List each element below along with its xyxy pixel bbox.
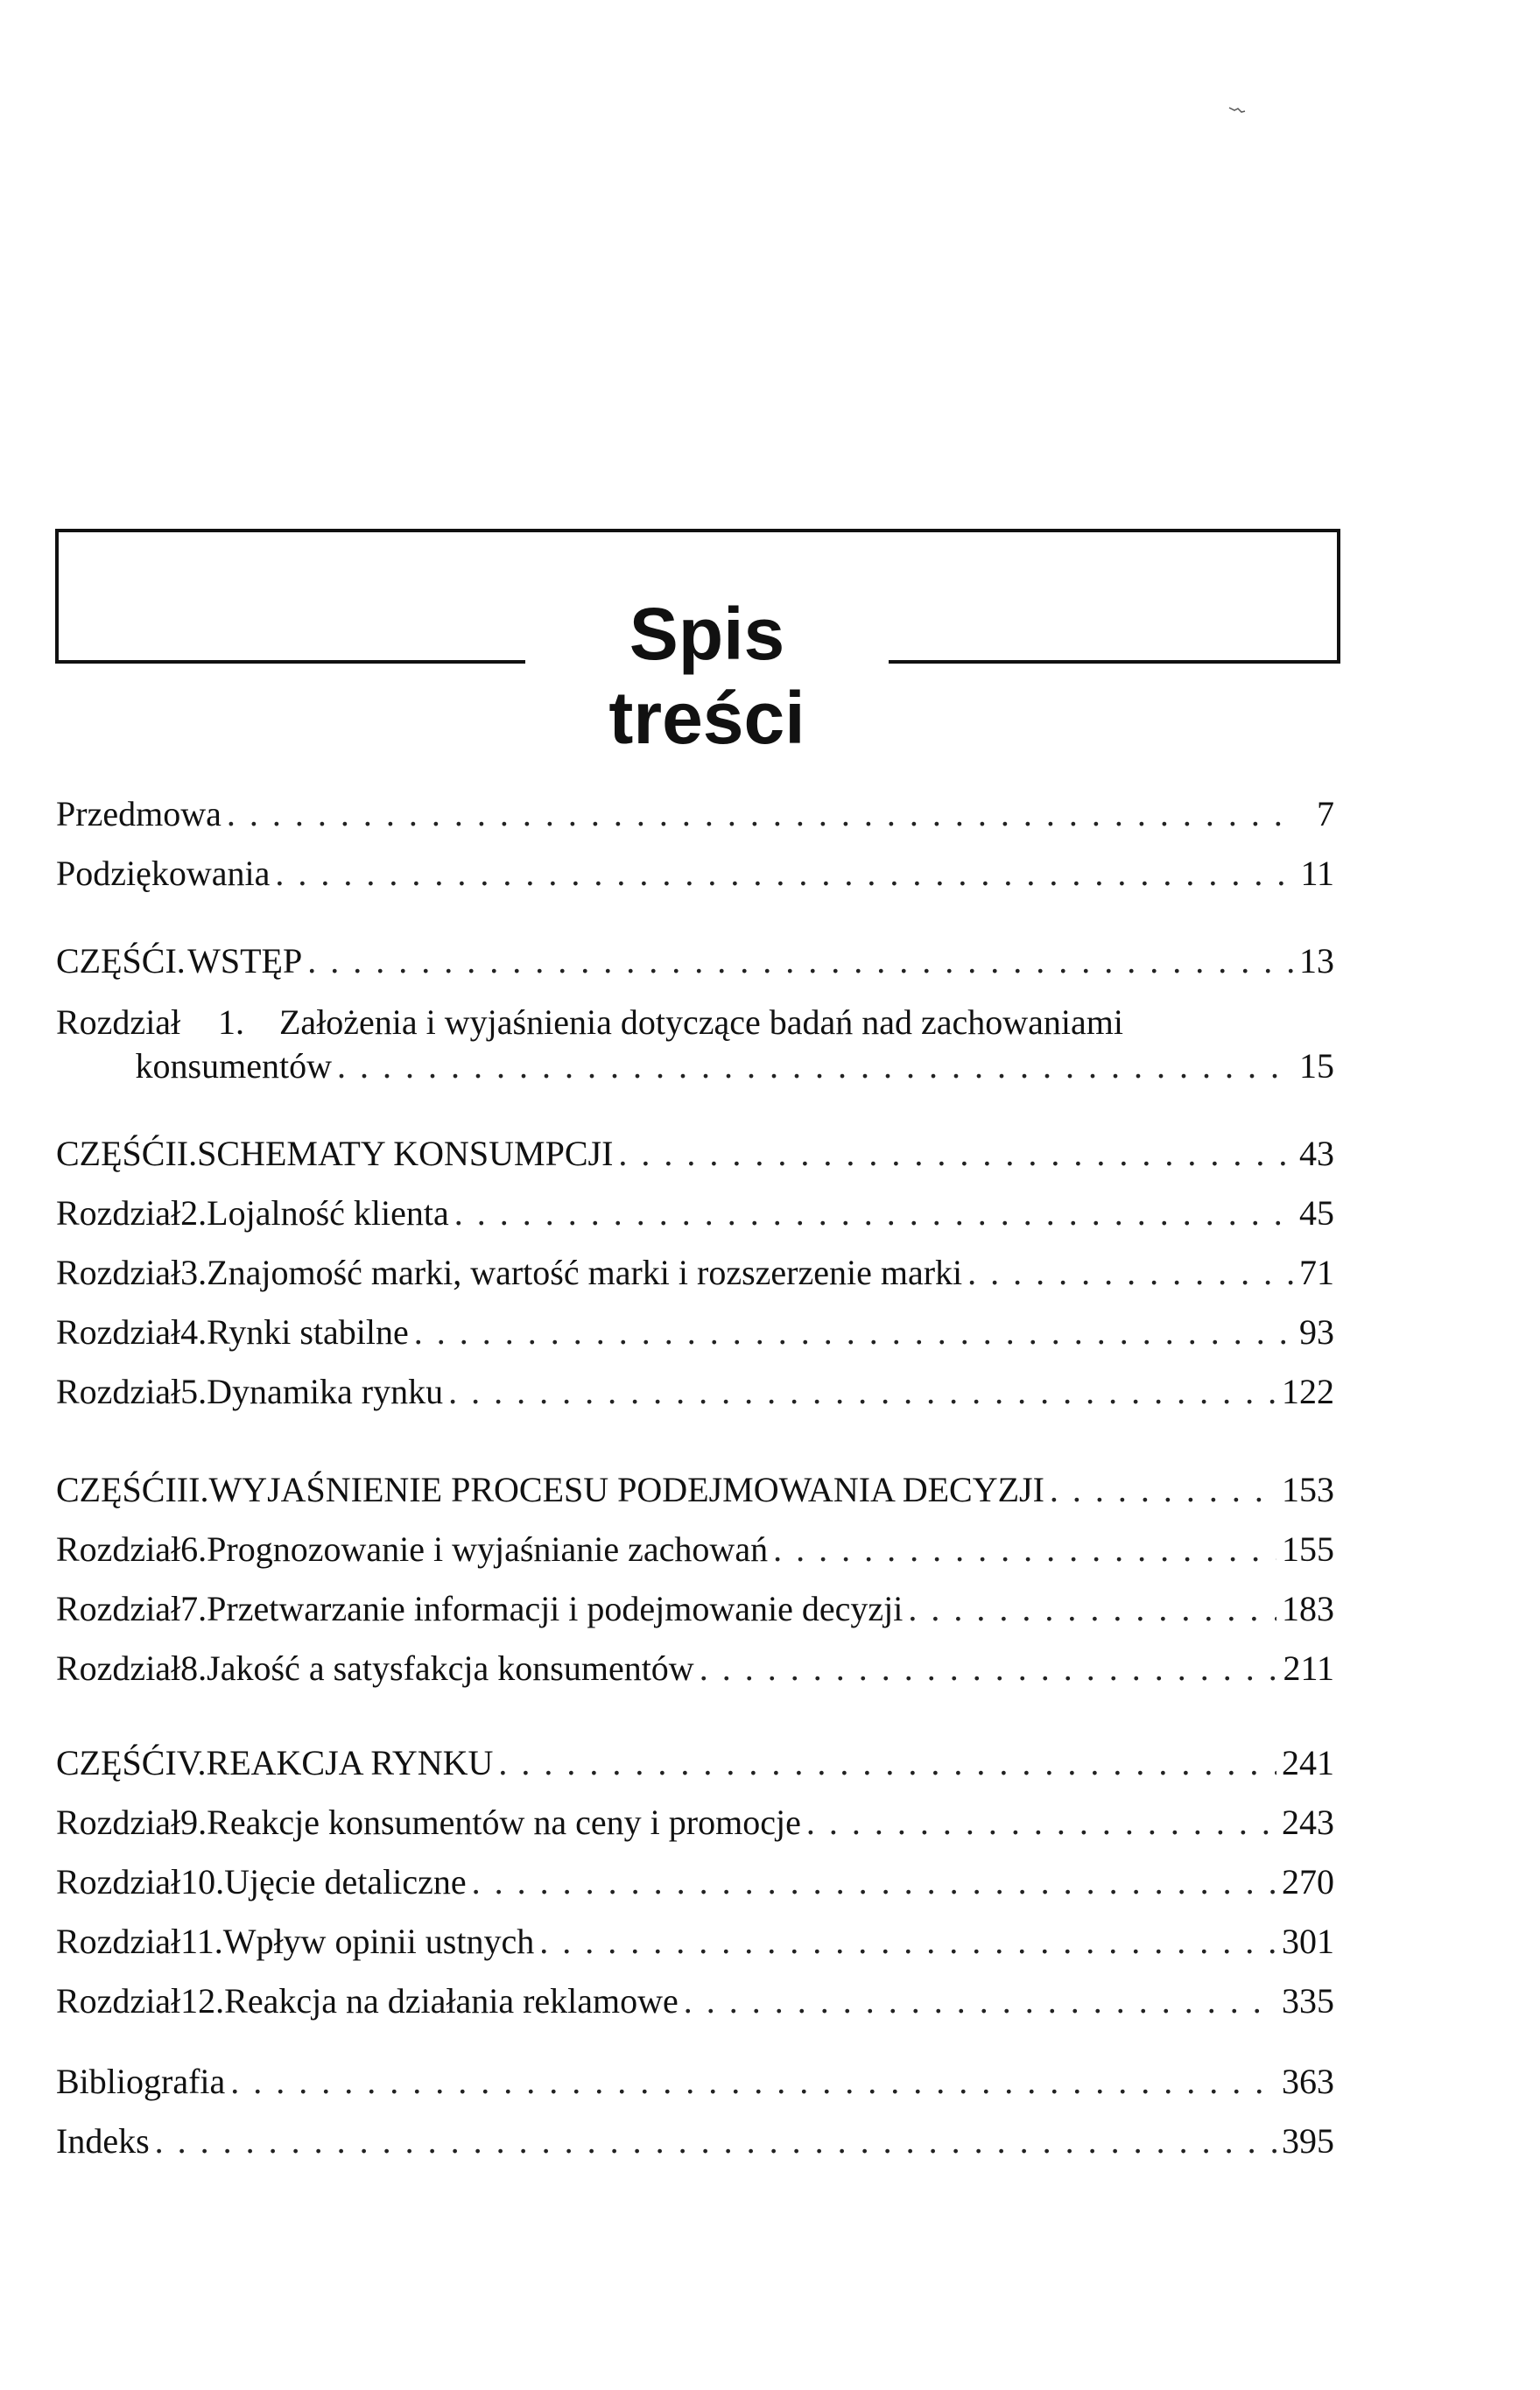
title-rule-left [55,660,525,664]
entry-title: Ujęcie detaliczne [224,1862,467,1901]
entry-number: 11. [180,1922,223,1961]
toc-entry-chapter-8[interactable] [56,1642,1334,1695]
toc-entry-indeks[interactable] [56,2115,1334,2168]
leader-dots [454,1187,1294,1240]
entry-title: Reakcje konsumentów na ceny i promocje [207,1803,801,1842]
entry-number: 12. [180,1981,225,2021]
leader-dots [414,1306,1294,1359]
entry-number: 10. [180,1862,225,1901]
toc-entry-chapter-2[interactable] [56,1187,1334,1240]
entry-title: Założenia i wyjaśnienia dotyczące badań nad zachowaniami [279,1002,1123,1042]
entry-prefix: Rozdział [56,1253,181,1292]
toc-entry-chapter-7[interactable] [56,1583,1334,1635]
toc-entry-part-2[interactable] [56,1128,1334,1180]
entry-title: Reakcja na działania reklamowe [224,1981,679,2021]
entry-number: II. [165,1134,198,1173]
entry-prefix: Rozdział [56,1981,181,2021]
page-number: 71 [1299,1253,1334,1292]
toc-entry-chapter-3[interactable] [56,1247,1334,1299]
toc-entry-chapter-5[interactable] [56,1366,1334,1418]
page-number: 122 [1282,1372,1334,1411]
entry-prefix: Rozdział [56,1862,181,1901]
leader-dots [806,1796,1276,1849]
leader-dots [773,1523,1276,1576]
page-number: 15 [1299,1046,1334,1086]
entry-title: Bibliografia [56,2062,226,2101]
page-number: 153 [1282,1470,1334,1509]
entry-title: REAKCJA RYNKU [206,1743,494,1782]
leader-dots [472,1856,1276,1908]
toc-entry-podziekowania[interactable] [56,847,1334,900]
page-number: 183 [1282,1589,1334,1628]
toc-entry-chapter-1-cont[interactable] [56,1040,1334,1093]
leader-dots [275,847,1294,900]
toc-entry-chapter-9[interactable] [56,1796,1334,1849]
page-number: 270 [1282,1862,1334,1901]
leader-dots [448,1366,1276,1418]
entry-number: I. [165,941,186,981]
toc-entry-part-1[interactable] [56,935,1334,988]
entry-prefix: Rozdział [56,1803,181,1842]
leader-dots [908,1583,1276,1635]
scan-speck [1227,105,1247,116]
entry-number: 3. [180,1253,207,1292]
toc-entry-part-3[interactable] [56,1464,1334,1516]
leader-dots [1050,1464,1276,1516]
toc-entry-part-4[interactable] [56,1737,1334,1789]
page-number: 13 [1299,941,1334,981]
entry-prefix: Rozdział [56,1648,181,1688]
toc-entry-chapter-11[interactable] [56,1916,1334,1968]
entry-prefix: Rozdział [56,1922,181,1961]
toc-entry-chapter-4[interactable] [56,1306,1334,1359]
leader-dots [498,1737,1276,1789]
leader-dots [684,1975,1276,2028]
leader-dots [618,1128,1294,1180]
toc-entry-chapter-12[interactable] [56,1975,1334,2028]
toc-entry-chapter-6[interactable] [56,1523,1334,1576]
entry-title-continued: konsumentów [135,1046,332,1086]
leader-dots [227,788,1294,840]
page-number: 11 [1300,854,1334,893]
leader-dots [337,1040,1294,1093]
entry-prefix: CZĘŚĆ [56,1134,165,1173]
page-number: 43 [1299,1134,1334,1173]
entry-title: WSTĘP [187,941,303,981]
entry-number: 1. [218,1002,244,1042]
entry-prefix: CZĘŚĆ [56,1470,165,1509]
entry-prefix: CZĘŚĆ [56,1743,165,1782]
leader-dots [230,2056,1276,2108]
page-number: 45 [1299,1193,1334,1233]
entry-prefix: CZĘŚĆ [56,941,165,981]
entry-title: Znajomość marki, wartość marki i rozszerzenie marki [207,1253,963,1292]
page-number: 363 [1282,2062,1334,2101]
page-number: 243 [1282,1803,1334,1842]
toc-entry-przedmowa[interactable] [56,788,1334,840]
entry-number: 9. [180,1803,207,1842]
toc-entry-chapter-10[interactable] [56,1856,1334,1908]
entry-number: 2. [180,1193,207,1233]
entry-title: SCHEMATY KONSUMPCJI [197,1134,614,1173]
entry-number: 8. [180,1648,207,1688]
entry-number: 5. [180,1372,207,1411]
entry-prefix: Rozdział [56,1589,181,1628]
page-number: 335 [1282,1981,1334,2021]
page-number: 93 [1299,1312,1334,1352]
entry-number: IV. [165,1743,207,1782]
page-title: Spis treści [608,593,805,759]
entry-number: 4. [180,1312,207,1352]
entry-prefix: Rozdział [56,1193,181,1233]
leader-dots [155,2115,1276,2168]
entry-title: Przedmowa [56,794,222,833]
entry-title: Indeks [56,2121,150,2161]
entry-title: Jakość a satysfakcja konsumentów [207,1648,694,1688]
entry-number: 6. [180,1529,207,1569]
entry-number: 7. [180,1589,207,1628]
entry-title: WYJAŚNIENIE PROCESU PODEJMOWANIA DECYZJI [208,1470,1044,1509]
page-number: 211 [1283,1648,1334,1688]
page-number: 7 [1317,794,1334,833]
leader-dots [967,1247,1294,1299]
entry-title: Rynki stabilne [207,1312,409,1352]
entry-prefix: Rozdział [56,1372,181,1411]
toc-entry-bibliografia[interactable] [56,2056,1334,2108]
entry-title: Podziękowania [56,854,271,893]
entry-prefix: Rozdział [56,1529,181,1569]
entry-prefix: Rozdział [56,1002,181,1042]
leader-dots [700,1642,1278,1695]
page-number: 155 [1282,1529,1334,1569]
leader-dots [539,1916,1276,1968]
leader-dots [307,935,1294,988]
entry-title: Przetwarzanie informacji i podejmowanie decyzji [207,1589,904,1628]
entry-number: III. [165,1470,209,1509]
entry-title: Lojalność klienta [207,1193,449,1233]
page-number: 301 [1282,1922,1334,1961]
entry-title: Wpływ opinii ustnych [222,1922,535,1961]
page-number: 395 [1282,2121,1334,2161]
title-rule-right [889,660,1337,664]
page-number: 241 [1282,1743,1334,1782]
entry-prefix: Rozdział [56,1312,181,1352]
entry-title: Dynamika rynku [207,1372,444,1411]
entry-title: Prognozowanie i wyjaśnianie zachowań [207,1529,769,1569]
